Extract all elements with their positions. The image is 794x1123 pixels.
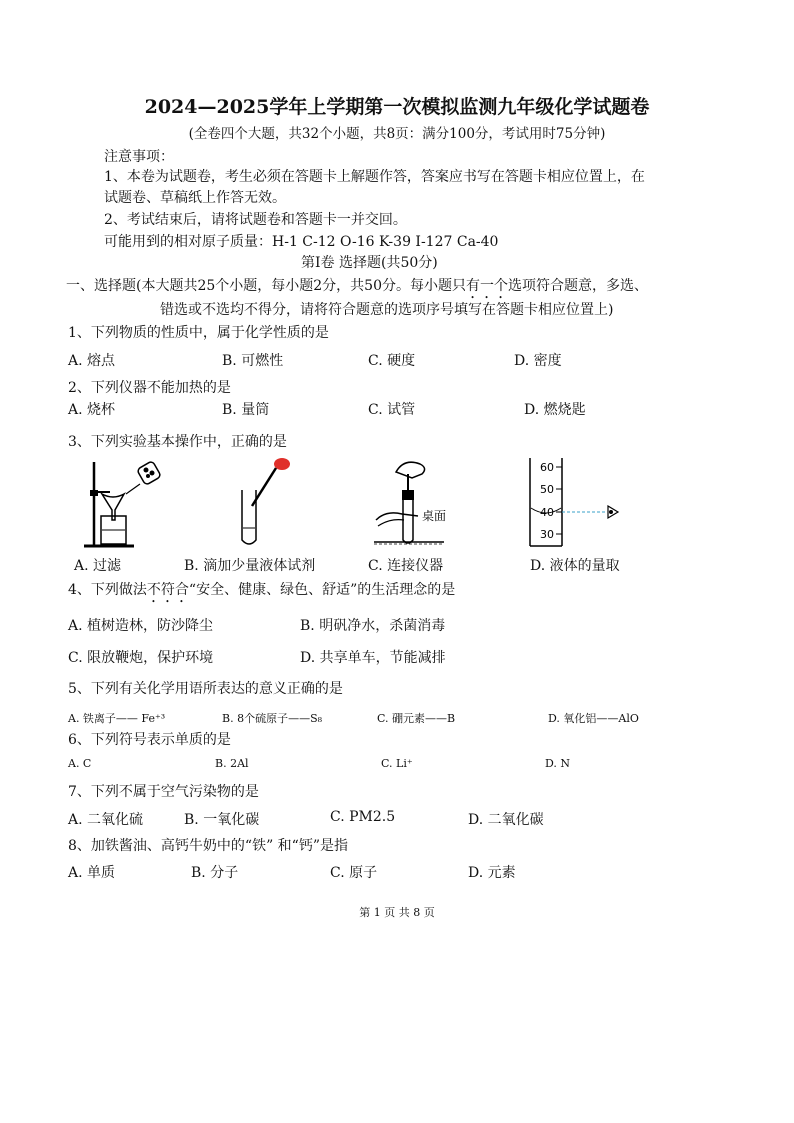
q1-option-d: D. 密度: [514, 353, 562, 369]
emphasis-not-conform: 不符合: [146, 582, 189, 598]
q6-option-d: D. N: [545, 757, 571, 770]
emphasis-only-one: 有一个: [466, 278, 508, 294]
q2-option-a: A. 烧杯: [68, 402, 116, 418]
section-instructions: 一、选择题(本大题共25个小题，每小题2分，共50分。每小题只有一个选项符合题意，多选、: [66, 278, 648, 294]
section-instructions-2: 错选或不选均不得分，请将符合题意的选项序号填写在答题卡相应位置上): [160, 302, 614, 318]
q7-option-d: D. 二氧化碳: [468, 812, 544, 828]
q5-option-a: A. 铁离子—— Fe⁺³: [68, 712, 166, 725]
q8-option-b: B. 分子: [191, 865, 239, 881]
q4-option-a: A. 植树造林，防沙降尘: [68, 618, 214, 634]
section-title: 第Ⅰ卷 选择题(共50分): [301, 255, 438, 271]
page-subtitle: (全卷四个大题，共32个小题，共8页：满分100分，考试用时75分钟): [188, 126, 606, 142]
atomic-masses: 可能用到的相对原子质量：H-1 C-12 O-16 K-39 I-127 Ca-40: [104, 234, 499, 250]
notes-heading: 注意事项：: [104, 149, 174, 165]
connect-apparatus-figure: [372, 454, 472, 550]
q4-option-b: B. 明矾净水，杀菌消毒: [300, 618, 446, 634]
scale-50: 50: [540, 483, 554, 496]
q2-option-d: D. 燃烧匙: [524, 402, 586, 418]
note-1b: 试题卷、草稿纸上作答无效。: [104, 190, 286, 206]
measuring-cylinder-figure: [520, 454, 630, 550]
q7-option-b: B. 一氧化碳: [184, 812, 260, 828]
q5-option-b: B. 8个硫原子——S₈: [222, 712, 323, 725]
q3-option-c: C. 连接仪器: [368, 558, 444, 574]
scale-60: 60: [540, 461, 554, 474]
q4-option-d: D. 共享单车，节能减排: [300, 650, 446, 666]
q6-stem: 6、下列符号表示单质的是: [68, 732, 231, 748]
q2-option-c: C. 试管: [368, 402, 416, 418]
q8-option-d: D. 元素: [468, 865, 516, 881]
q4-stem: 4、下列做法不符合“安全、健康、绿色、舒适”的生活理念的是: [68, 582, 456, 598]
q2-option-b: B. 量筒: [222, 402, 270, 418]
q3-option-a: A. 过滤: [74, 558, 122, 574]
note-1a: 1、本卷为试题卷，考生必须在答题卡上解题作答，答案应书写在答题卡相应位置上，在: [104, 169, 645, 185]
q5-option-d: D. 氧化铝——AlO: [548, 712, 639, 725]
q1-stem: 1、下列物质的性质中，属于化学性质的是: [68, 325, 329, 341]
scale-30: 30: [540, 528, 554, 541]
filtration-figure: [66, 454, 166, 550]
q6-option-b: B. 2Al: [215, 757, 249, 770]
dropper-figure: [226, 454, 306, 550]
note-2: 2、考试结束后，请将试题卷和答题卡一并交回。: [104, 212, 407, 228]
q8-option-a: A. 单质: [68, 865, 116, 881]
q6-option-c: C. Li⁺: [381, 757, 413, 770]
q2-stem: 2、下列仪器不能加热的是: [68, 380, 231, 396]
q7-option-a: A. 二氧化硫: [68, 812, 144, 828]
q4-option-c: C. 限放鞭炮，保护环境: [68, 650, 214, 666]
q3-option-d: D. 液体的量取: [530, 558, 620, 574]
q8-stem: 8、加铁酱油、高钙牛奶中的“铁” 和“钙”是指: [68, 838, 348, 854]
q3-stem: 3、下列实验基本操作中，正确的是: [68, 434, 287, 450]
q1-option-a: A. 熔点: [68, 353, 116, 369]
q6-option-a: A. C: [68, 757, 92, 770]
q5-option-c: C. 硼元素——B: [377, 712, 456, 725]
q7-stem: 7、下列不属于空气污染物的是: [68, 784, 259, 800]
page-title: 2024—2025学年上学期第一次模拟监测九年级化学试题卷: [144, 96, 650, 118]
q1-option-b: B. 可燃性: [222, 353, 284, 369]
q3-option-b: B. 滴加少量液体试剂: [184, 558, 316, 574]
q5-stem: 5、下列有关化学用语所表达的意义正确的是: [68, 681, 343, 697]
q7-option-c: C. PM2.5: [330, 809, 396, 825]
page-footer: 第 1 页 共 8 页: [359, 906, 435, 919]
dropper-bulb: [274, 458, 290, 470]
scale-40: 40: [540, 506, 554, 519]
q1-option-c: C. 硬度: [368, 353, 416, 369]
desk-label: 桌面: [422, 509, 447, 523]
q8-option-c: C. 原子: [330, 865, 378, 881]
